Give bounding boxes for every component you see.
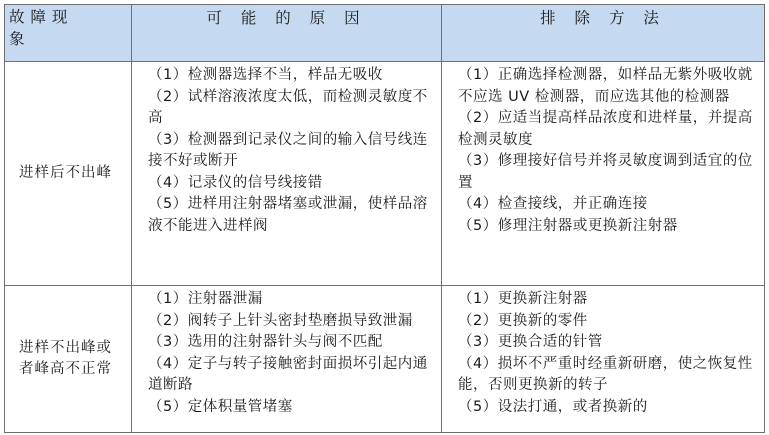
table-row [5,62,765,286]
remedy-item: （1）正确选择检测器，如样品无紫外吸收就不应选 UV 检测器，而应选其他的检测器 [458,67,753,105]
cause-item: （1）注射器泄漏 [148,291,263,307]
header-fault-line2: 象 [9,29,25,48]
cause-item: （5）进样用注射器堵塞或泄漏，使样品溶液不能进入进样阀 [148,196,428,234]
header-possible-cause: 可 能 的 原 因 [132,5,442,62]
remedy-item: （2）应适当提高样品浓度和进样量，并提高检测灵敏度 [458,110,753,148]
cause-item: （2）阀转子上针头密封垫磨损导致泄漏 [148,312,413,329]
remedy-item: （5）设法打通，或者换新的 [458,398,648,415]
remedy-item: （4）损坏不严重时经重新研磨，使之恢复性能，否则更换新的转子 [458,355,753,393]
phenomenon-cell: 进样后不出峰 [5,62,132,286]
remedies-cell [442,62,765,286]
cause-item: （4）定子与转子接触密封面损坏引起内通道断路 [148,355,428,393]
phenomenon-cell: 进样不出峰或者峰高不正常 [5,286,132,433]
remedy-item: （3）修理接好信号并将灵敏度调到适宜的位置 [458,153,753,191]
causes-cell [132,62,442,286]
fault-table-container [4,4,764,430]
cause-item: （1）检测器选择不当，样品无吸收 [148,67,383,83]
cause-item: （3）选用的注射器针头与阀不匹配 [148,334,383,350]
remedy-item: （5）修理注射器或更换新注射器 [458,217,678,234]
header-fault-line1: 故 障 现 [9,8,68,26]
header-remedy: 排 除 方 法 [442,5,765,62]
remedy-item: （1）更换新注射器 [458,291,588,307]
cause-item: （5）定体积量管堵塞 [148,398,293,415]
header-fault-phenomenon [5,5,132,62]
remedy-item: （2）更换新的零件 [458,312,588,329]
cause-item: （3）检测器到记录仪之间的输入信号线连接不好或断开 [148,131,428,169]
remedy-item: （4）检查接线，并正确连接 [458,196,648,212]
causes-cell [132,286,442,433]
cause-item: （4）记录仪的信号线接错 [148,174,323,191]
header-row [5,5,765,62]
remedy-item: （3）更换合适的针管 [458,334,603,350]
table-row [5,286,765,433]
cause-item: （2）试样溶液浓度太低，而检测灵敏度不高 [148,88,428,126]
fault-table [4,4,765,433]
remedies-cell [442,286,765,433]
